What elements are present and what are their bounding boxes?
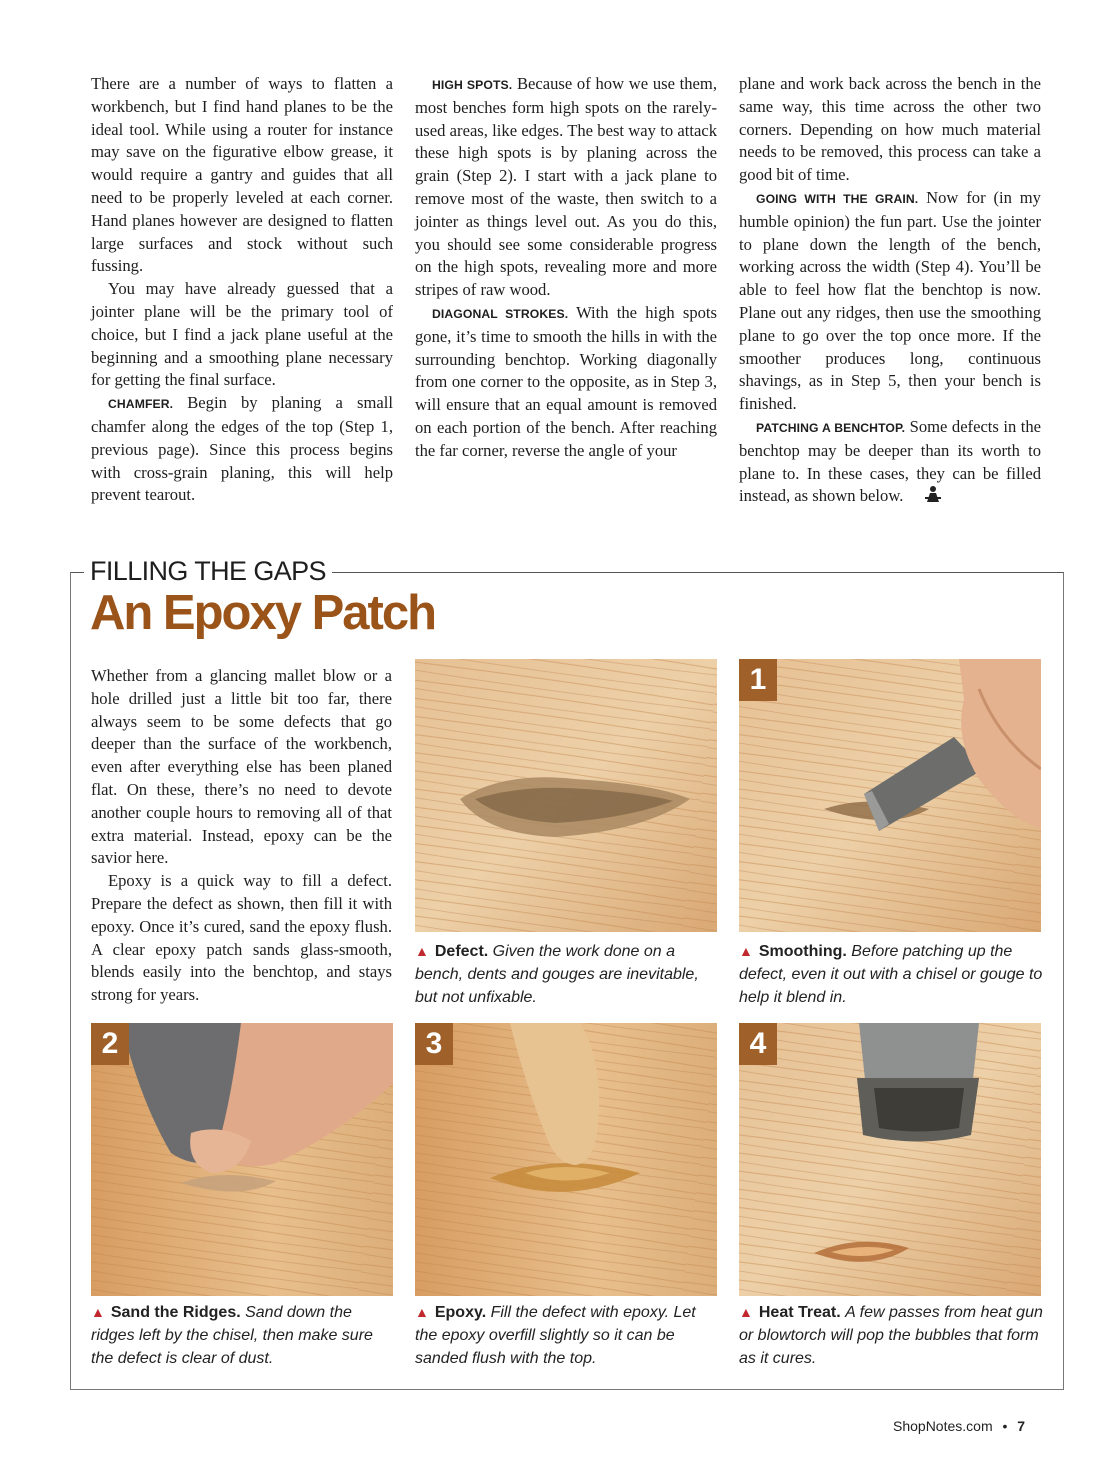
triangle-up-icon: ▲ xyxy=(415,1304,429,1320)
body-column-3 xyxy=(739,73,1041,510)
triangle-up-icon: ▲ xyxy=(739,1304,753,1320)
run-in-head: DIAGONAL STROKES. xyxy=(432,306,569,321)
footer-bullet: • xyxy=(1002,1418,1008,1434)
triangle-up-icon: ▲ xyxy=(739,943,753,959)
woodworker-icon xyxy=(907,485,942,510)
body-column-1 xyxy=(91,73,393,507)
step-badge: 4 xyxy=(739,1023,777,1065)
step-badge: 1 xyxy=(739,659,777,701)
body-column-2 xyxy=(415,73,717,463)
paragraph: HIGH SPOTS. Because of how we use them, most benches form high spots on the rarely-used areas, like edges. The best way to attack these high spots is by planing across the grain (Step 2). I start with a jack plane to remove most of the waste, then switch to a jointer as things level out. As you do this, you should see some considerable progress on the high spots, revealing more and more stripes of raw wood. xyxy=(415,74,717,300)
caption-heat-treat: ▲ Heat Treat. A few passes from heat gun or blowtorch will pop the bubbles that form as it cures. xyxy=(739,1304,1043,1367)
sidebar-kicker: FILLING THE GAPS xyxy=(84,554,332,588)
paragraph: PATCHING A BENCHTOP. Some defects in the benchtop may be deeper than its worth to plane to. In these cases, they can be filled instead, as shown below. xyxy=(739,416,1041,510)
paragraph: You may have already guessed that a jointer plane will be the primary tool of choice, but I find a jack plane useful at the beginning and a smoothing plane necessary for getting the final surface. xyxy=(91,279,393,390)
paragraph: plane and work back across the bench in the same way, this time across the other two corners. Depending on how much material needs to be removed, this process can take a good bit of time. xyxy=(739,74,1041,185)
step-badge: 3 xyxy=(415,1023,453,1065)
caption-defect: ▲ Defect. Given the work done on a bench, dents and gouges are inevitable, but not unfixable. xyxy=(415,943,699,1006)
run-in-head: GOING WITH THE GRAIN. xyxy=(756,191,919,206)
photo-smoothing xyxy=(739,659,1041,932)
paragraph: GOING WITH THE GRAIN. Now for (in my humble opinion) the fun part. Use the jointer to plane down the length of the bench, working across the width (Step 4). You’ll be able to feel how flat the benchtop is now. Plane out any ridges, then use the smoothing plane to go over the top once more. If the smoother produces long, continuous shavings, as in Step 5, then your bench is finished. xyxy=(739,187,1041,414)
run-in-head: CHAMFER. xyxy=(108,397,174,412)
caption-sand-ridges: ▲ Sand the Ridges. Sand down the ridges left by the chisel, then make sure the defect is clear of dust. xyxy=(91,1304,373,1367)
footer-site: ShopNotes.com xyxy=(893,1418,993,1434)
page-number: 7 xyxy=(1017,1418,1026,1434)
page-footer xyxy=(893,1418,1025,1434)
step-badge: 2 xyxy=(91,1023,129,1065)
photo-sand-ridges xyxy=(91,1023,393,1296)
photo-epoxy xyxy=(415,1023,717,1296)
triangle-up-icon: ▲ xyxy=(91,1304,105,1320)
photo-heat-treat xyxy=(739,1023,1041,1296)
sidebar-intro xyxy=(91,665,392,1007)
paragraph: Epoxy is a quick way to fill a defect. Prepare the defect as shown, then fill it with epoxy. Once it’s cured, sand the epoxy flush. A clear epoxy patch sands glass-smooth, blends easily into the benchtop, and stays strong for years. xyxy=(91,871,392,1005)
run-in-head: PATCHING A BENCHTOP. xyxy=(756,420,906,435)
photo-defect xyxy=(415,659,717,932)
paragraph: DIAGONAL STROKES. With the high spots gone, it’s time to smooth the hills in with the surrounding benchtop. Working diagonally from one corner to the opposite, as in Step 3, will ensure that an equal amount is removed on each portion of the bench. After reaching the far corner, reverse the angle of your xyxy=(415,302,717,460)
paragraph: CHAMFER. Begin by planing a small chamfer along the edges of the top (Step 1, previous page). Since this process begins with cross-grain planing, this will help prevent tearout. xyxy=(91,393,393,505)
sidebar-title: An Epoxy Patch xyxy=(90,586,436,640)
paragraph: There are a number of ways to flatten a workbench, but I find hand planes to be the ideal tool. While using a router for instance may save on the figurative elbow grease, it would require a gantry and guides that all need to be properly leveled at each corner. Hand planes however are designed to flatten large surfaces and stock without such fussing. xyxy=(91,74,393,276)
run-in-head: HIGH SPOTS. xyxy=(432,78,513,92)
caption-epoxy: ▲ Epoxy. Fill the defect with epoxy. Let the epoxy overfill slightly so it can be sanded flush with the top. xyxy=(415,1304,696,1367)
caption-smoothing: ▲ Smoothing. Before patching up the defect, even it out with a chisel or gouge to help it blend in. xyxy=(739,943,1043,1006)
paragraph: Whether from a glancing mallet blow or a hole drilled just a little bit too far, there always seem to be some defects that go deeper than the surface of the workbench, even after everything else has been planed flat. On these, there’s no need to devote another couple hours to removing all of that extra material. Instead, epoxy can be the savior here. xyxy=(91,666,392,868)
triangle-up-icon: ▲ xyxy=(415,943,429,959)
